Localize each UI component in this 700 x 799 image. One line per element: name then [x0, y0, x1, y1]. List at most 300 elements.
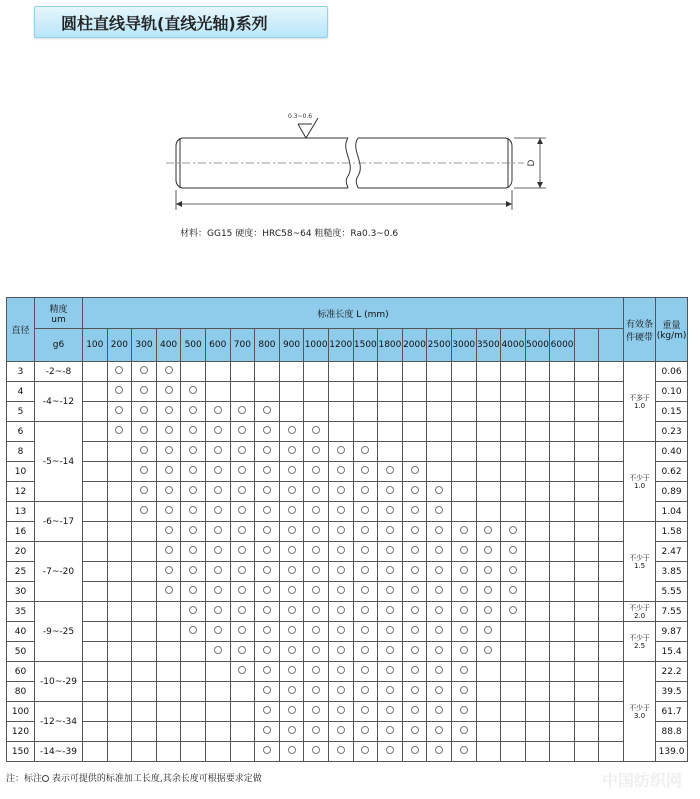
length-cell [107, 702, 132, 722]
available-circle-icon [288, 546, 296, 554]
length-cell [451, 442, 476, 462]
weight-cell: 61.7 [656, 702, 688, 722]
length-cell [83, 362, 108, 382]
length-cell [451, 642, 476, 662]
available-circle-icon [386, 486, 394, 494]
available-circle-icon [165, 426, 173, 434]
available-circle-icon [263, 706, 271, 714]
weight-cell: 2.47 [656, 542, 688, 562]
length-cell [353, 602, 378, 622]
length-cell [230, 582, 255, 602]
header-length: 4000 [501, 329, 526, 362]
header-length: 3500 [476, 329, 501, 362]
available-circle-icon [165, 526, 173, 534]
length-cell [156, 742, 181, 762]
available-circle-icon [361, 446, 369, 454]
length-cell [156, 622, 181, 642]
length-cell [230, 382, 255, 402]
length-cell [402, 482, 427, 502]
length-cell [501, 702, 526, 722]
length-cell [378, 442, 403, 462]
length-cell [107, 662, 132, 682]
length-cell [83, 622, 108, 642]
length-cell [378, 522, 403, 542]
length-cell [181, 442, 206, 462]
length-cell [550, 702, 575, 722]
length-cell [279, 602, 304, 622]
length-cell [83, 702, 108, 722]
hardening-cell: 不少于 1.5 [624, 522, 656, 602]
available-circle-icon [435, 506, 443, 514]
available-circle-icon [288, 686, 296, 694]
length-cell [378, 502, 403, 522]
length-cell [181, 622, 206, 642]
length-cell [156, 482, 181, 502]
diameter-cell: 4 [7, 382, 35, 402]
length-cell [574, 462, 599, 482]
length-cell [451, 702, 476, 722]
length-cell [230, 642, 255, 662]
available-circle-icon [312, 626, 320, 634]
available-circle-icon [214, 446, 222, 454]
length-cell [156, 542, 181, 562]
length-cell [476, 602, 501, 622]
available-circle-icon [238, 506, 246, 514]
length-cell [476, 562, 501, 582]
length-cell [181, 482, 206, 502]
length-cell [599, 602, 624, 622]
length-cell [279, 382, 304, 402]
length-cell [402, 542, 427, 562]
available-circle-icon [435, 606, 443, 614]
length-cell [427, 422, 452, 442]
available-circle-icon [361, 466, 369, 474]
available-circle-icon [214, 586, 222, 594]
length-cell [353, 682, 378, 702]
available-circle-icon [484, 586, 492, 594]
hardening-cell: 不少于 3.0 [624, 662, 656, 762]
length-cell [279, 722, 304, 742]
available-circle-icon [411, 506, 419, 514]
footnote-text: 表示可提供的标准加工长度,其余长度可根据要求定做 [49, 774, 262, 784]
length-cell [107, 542, 132, 562]
available-circle-icon [214, 466, 222, 474]
length-cell [427, 542, 452, 562]
available-circle-icon [435, 486, 443, 494]
length-cell [230, 482, 255, 502]
length-cell [402, 502, 427, 522]
available-circle-icon [337, 506, 345, 514]
length-cell [550, 562, 575, 582]
length-cell [205, 402, 230, 422]
header-length: 2000 [402, 329, 427, 362]
length-cell [132, 422, 157, 442]
length-cell [402, 362, 427, 382]
length-cell [304, 362, 329, 382]
length-cell [451, 582, 476, 602]
length-cell [599, 682, 624, 702]
available-circle-icon [312, 646, 320, 654]
length-cell [427, 502, 452, 522]
length-cell [83, 602, 108, 622]
available-circle-icon [238, 446, 246, 454]
length-cell [328, 362, 353, 382]
available-circle-icon [189, 566, 197, 574]
length-cell [378, 702, 403, 722]
length-cell [156, 502, 181, 522]
length-cell [230, 422, 255, 442]
hardening-cell: 不多于 1.0 [624, 362, 656, 442]
length-cell [205, 542, 230, 562]
length-cell [550, 722, 575, 742]
available-circle-icon [288, 746, 296, 754]
available-circle-icon [312, 586, 320, 594]
length-cell [230, 742, 255, 762]
circle-mark-icon [42, 775, 49, 782]
available-circle-icon [460, 626, 468, 634]
diameter-cell: 150 [7, 742, 35, 762]
length-cell [156, 642, 181, 662]
header-standard-length: 标准长度 L (mm) [83, 298, 624, 329]
length-cell [279, 402, 304, 422]
length-cell [451, 422, 476, 442]
available-circle-icon [411, 486, 419, 494]
header-length: 6000 [550, 329, 575, 362]
available-circle-icon [189, 526, 197, 534]
length-cell [255, 562, 280, 582]
length-cell [550, 522, 575, 542]
available-circle-icon [386, 666, 394, 674]
tolerance-cell: -6~-17 [35, 502, 83, 542]
diameter-cell: 16 [7, 522, 35, 542]
length-cell [83, 502, 108, 522]
available-circle-icon [288, 466, 296, 474]
available-circle-icon [238, 586, 246, 594]
header-tolerance-class: g6 [35, 329, 83, 362]
length-cell [501, 582, 526, 602]
length-cell [181, 502, 206, 522]
length-cell [550, 682, 575, 702]
available-circle-icon [361, 666, 369, 674]
length-cell [427, 702, 452, 722]
length-cell [427, 402, 452, 422]
diameter-cell: 25 [7, 562, 35, 582]
length-cell [132, 462, 157, 482]
length-cell [328, 522, 353, 542]
weight-cell: 88.8 [656, 722, 688, 742]
diameter-label: D [527, 159, 537, 167]
table-row [7, 582, 688, 602]
length-cell [230, 402, 255, 422]
table-row [7, 702, 688, 722]
available-circle-icon [509, 586, 517, 594]
length-cell [574, 382, 599, 402]
length-cell [255, 422, 280, 442]
length-cell [181, 582, 206, 602]
available-circle-icon [238, 566, 246, 574]
weight-cell: 0.10 [656, 382, 688, 402]
length-cell [279, 462, 304, 482]
available-circle-icon [435, 646, 443, 654]
length-cell [83, 462, 108, 482]
length-cell [255, 722, 280, 742]
length-cell [279, 362, 304, 382]
available-circle-icon [361, 546, 369, 554]
length-cell [205, 562, 230, 582]
length-cell [550, 442, 575, 462]
length-cell [279, 502, 304, 522]
available-circle-icon [337, 526, 345, 534]
available-circle-icon [288, 506, 296, 514]
length-cell [451, 602, 476, 622]
length-cell [501, 362, 526, 382]
length-cell [304, 382, 329, 402]
length-cell [132, 382, 157, 402]
length-cell [328, 722, 353, 742]
length-cell [156, 602, 181, 622]
available-circle-icon [165, 406, 173, 414]
length-cell [378, 662, 403, 682]
length-cell [132, 702, 157, 722]
available-circle-icon [460, 686, 468, 694]
length-cell [132, 642, 157, 662]
length-cell [255, 582, 280, 602]
length-cell [353, 702, 378, 722]
available-circle-icon [337, 686, 345, 694]
table-row [7, 722, 688, 742]
length-cell [378, 482, 403, 502]
length-cell [107, 622, 132, 642]
available-circle-icon [312, 726, 320, 734]
length-cell [328, 742, 353, 762]
available-circle-icon [214, 546, 222, 554]
length-cell [279, 642, 304, 662]
available-circle-icon [263, 686, 271, 694]
available-circle-icon [484, 626, 492, 634]
available-circle-icon [386, 546, 394, 554]
available-circle-icon [263, 486, 271, 494]
length-cell [353, 382, 378, 402]
available-circle-icon [140, 446, 148, 454]
diameter-cell: 60 [7, 662, 35, 682]
available-circle-icon [189, 506, 197, 514]
hardening-cell: 不少于 2.5 [624, 622, 656, 662]
diameter-cell: 40 [7, 622, 35, 642]
available-circle-icon [386, 646, 394, 654]
available-circle-icon [288, 446, 296, 454]
length-cell [550, 582, 575, 602]
length-cell [255, 682, 280, 702]
length-cell [205, 582, 230, 602]
length-cell [353, 642, 378, 662]
length-cell [402, 582, 427, 602]
length-cell [378, 422, 403, 442]
length-cell [550, 422, 575, 442]
available-circle-icon [214, 486, 222, 494]
available-circle-icon [189, 486, 197, 494]
footnote [6, 771, 262, 784]
length-cell [476, 642, 501, 662]
diameter-cell: 10 [7, 462, 35, 482]
available-circle-icon [189, 606, 197, 614]
available-circle-icon [386, 706, 394, 714]
length-cell [574, 582, 599, 602]
weight-cell: 9.87 [656, 622, 688, 642]
length-cell [255, 362, 280, 382]
length-cell [156, 582, 181, 602]
weight-cell: 1.58 [656, 522, 688, 542]
length-cell [83, 522, 108, 542]
length-cell [353, 542, 378, 562]
length-cell [156, 442, 181, 462]
weight-cell: 5.55 [656, 582, 688, 602]
length-cell [353, 402, 378, 422]
length-cell [599, 442, 624, 462]
available-circle-icon [386, 606, 394, 614]
length-cell [205, 602, 230, 622]
length-cell [132, 362, 157, 382]
length-cell [550, 482, 575, 502]
length-cell [304, 742, 329, 762]
length-cell [328, 382, 353, 402]
length-cell [476, 462, 501, 482]
length-cell [107, 742, 132, 762]
available-circle-icon [361, 646, 369, 654]
header-precision: 精度 um [35, 298, 83, 329]
length-cell [451, 402, 476, 422]
length-cell [574, 602, 599, 622]
table-row [7, 482, 688, 502]
length-cell [501, 382, 526, 402]
length-cell [353, 662, 378, 682]
header-length: 800 [255, 329, 280, 362]
available-circle-icon [312, 686, 320, 694]
length-cell [328, 622, 353, 642]
length-cell [402, 442, 427, 462]
available-circle-icon [312, 486, 320, 494]
length-cell [255, 742, 280, 762]
available-circle-icon [411, 526, 419, 534]
length-cell [156, 522, 181, 542]
length-cell [181, 742, 206, 762]
header-length: 100 [83, 329, 108, 362]
weight-cell: 1.04 [656, 502, 688, 522]
length-cell [230, 462, 255, 482]
length-cell [181, 722, 206, 742]
length-cell [378, 542, 403, 562]
length-cell [156, 662, 181, 682]
available-circle-icon [337, 706, 345, 714]
length-cell [550, 502, 575, 522]
length-cell [378, 582, 403, 602]
length-cell [205, 662, 230, 682]
available-circle-icon [411, 546, 419, 554]
length-cell [132, 622, 157, 642]
length-cell [574, 662, 599, 682]
length-cell [279, 562, 304, 582]
length-cell [353, 722, 378, 742]
header-length [574, 329, 599, 362]
length-cell [304, 722, 329, 742]
available-circle-icon [337, 466, 345, 474]
length-cell [451, 542, 476, 562]
weight-cell: 7.55 [656, 602, 688, 622]
available-circle-icon [263, 666, 271, 674]
length-cell [107, 422, 132, 442]
available-circle-icon [263, 566, 271, 574]
length-cell [402, 522, 427, 542]
length-cell [279, 482, 304, 502]
length-cell [451, 382, 476, 402]
available-circle-icon [411, 686, 419, 694]
length-cell [132, 722, 157, 742]
available-circle-icon [312, 526, 320, 534]
length-cell [451, 682, 476, 702]
length-cell [279, 662, 304, 682]
available-circle-icon [165, 366, 173, 374]
length-cell [525, 602, 550, 622]
available-circle-icon [165, 586, 173, 594]
table-row [7, 522, 688, 542]
available-circle-icon [288, 706, 296, 714]
length-cell [599, 562, 624, 582]
diameter-cell: 13 [7, 502, 35, 522]
length-cell [328, 582, 353, 602]
header-length: 300 [132, 329, 157, 362]
length-cell [205, 522, 230, 542]
length-cell [525, 742, 550, 762]
length-cell [255, 502, 280, 522]
length-cell [156, 462, 181, 482]
available-circle-icon [361, 726, 369, 734]
diameter-cell: 20 [7, 542, 35, 562]
length-cell [353, 522, 378, 542]
length-cell [525, 502, 550, 522]
length-cell [550, 642, 575, 662]
available-circle-icon [165, 566, 173, 574]
length-cell [427, 462, 452, 482]
length-cell [378, 382, 403, 402]
length-cell [156, 362, 181, 382]
length-cell [181, 542, 206, 562]
length-cell [279, 742, 304, 762]
available-circle-icon [189, 586, 197, 594]
available-circle-icon [115, 366, 123, 374]
available-circle-icon [337, 586, 345, 594]
available-circle-icon [411, 706, 419, 714]
page-title: 圆柱直线导轨(直线光轴)系列 [61, 14, 268, 33]
length-cell [574, 522, 599, 542]
available-circle-icon [238, 546, 246, 554]
length-cell [427, 382, 452, 402]
hardening-cell: 不少于 1.0 [624, 442, 656, 522]
available-circle-icon [312, 446, 320, 454]
length-cell [574, 502, 599, 522]
length-cell [427, 442, 452, 462]
available-circle-icon [435, 686, 443, 694]
length-cell [328, 482, 353, 502]
length-cell [304, 602, 329, 622]
available-circle-icon [435, 626, 443, 634]
length-cell [205, 482, 230, 502]
available-circle-icon [460, 606, 468, 614]
length-cell [181, 682, 206, 702]
length-cell [574, 562, 599, 582]
length-cell [107, 642, 132, 662]
length-cell [378, 622, 403, 642]
length-cell [353, 362, 378, 382]
available-circle-icon [165, 466, 173, 474]
